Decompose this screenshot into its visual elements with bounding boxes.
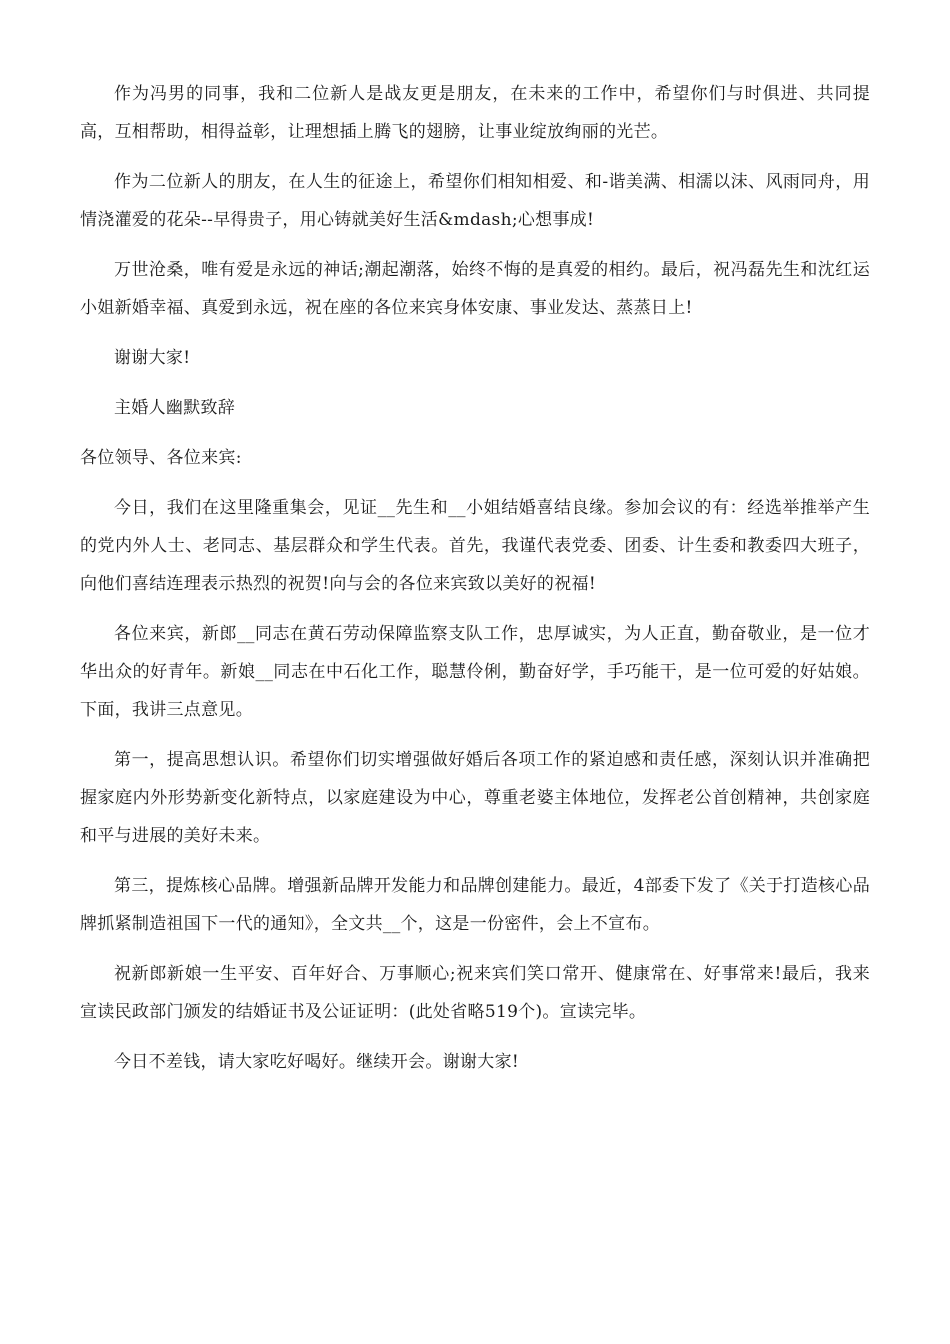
paragraph-introduce-couple: 各位来宾，新郎__同志在黄石劳动保障监察支队工作，忠厚诚实，为人正直，勤奋敬业，是一位才华出众的好青年。新娘__同志在中石化工作，聪慧伶俐，勤奋好学，手巧能干，是一位可爱的好姑娘。下面，我讲三点意见。 [80, 624, 870, 720]
paragraph-closing-blessing: 万世沧桑，唯有爱是永远的神话;潮起潮落，始终不悔的是真爱的相约。最后，祝冯磊先生和沈红运小姐新婚幸福、真爱到永远，祝在座的各位来宾身体安康、事业发达、蒸蒸日上! [80, 260, 870, 318]
section-heading: 主婚人幽默致辞 [114, 398, 236, 418]
paragraph-ending: 今日不差钱，请大家吃好喝好。继续开会。谢谢大家! [114, 1052, 520, 1072]
paragraph-opening: 今日，我们在这里隆重集会，见证__先生和__小姐结婚喜结良缘。参加会议的有：经选举推举产生的党内外人士、老同志、基层群众和学生代表。首先，我谨代表党委、团委、计生委和教委四大班子，向他们喜结连理表示热烈的祝贺!向与会的各位来宾致以美好的祝福! [80, 498, 870, 594]
document-body [80, 75, 870, 1093]
paragraph-friend-wishes: 作为二位新人的朋友，在人生的征途上，希望你们相知相爱、和-谐美满、相濡以沫、风雨同舟，用情浇灌爱的花朵--早得贵子，用心铸就美好生活&mdash;心想事成! [80, 172, 870, 230]
salutation: 各位领导、各位来宾: [80, 448, 242, 468]
paragraph-colleague-wishes: 作为冯男的同事，我和二位新人是战友更是朋友，在未来的工作中，希望你们与时俱进、共同提高，互相帮助，相得益彰，让理想插上腾飞的翅膀，让事业绽放绚丽的光芒。 [80, 84, 870, 142]
paragraph-thanks: 谢谢大家! [114, 348, 191, 368]
paragraph-final-wishes: 祝新郎新娘一生平安、百年好合、万事顺心;祝来宾们笑口常开、健康常在、好事常来!最后，我来宣读民政部门颁发的结婚证书及公证证明：(此处省略519个)。宣读完毕。 [80, 964, 870, 1022]
paragraph-point-three: 第三，提炼核心品牌。增强新品牌开发能力和品牌创建能力。最近，4部委下发了《关于打造核心品牌抓紧制造祖国下一代的通知》，全文共__个，这是一份密件，会上不宣布。 [80, 876, 870, 934]
paragraph-point-one: 第一，提高思想认识。希望你们切实增强做好婚后各项工作的紧迫感和责任感，深刻认识并准确把握家庭内外形势新变化新特点，以家庭建设为中心，尊重老婆主体地位，发挥老公首创精神，共创家庭和平与进展的美好未来。 [80, 750, 870, 846]
